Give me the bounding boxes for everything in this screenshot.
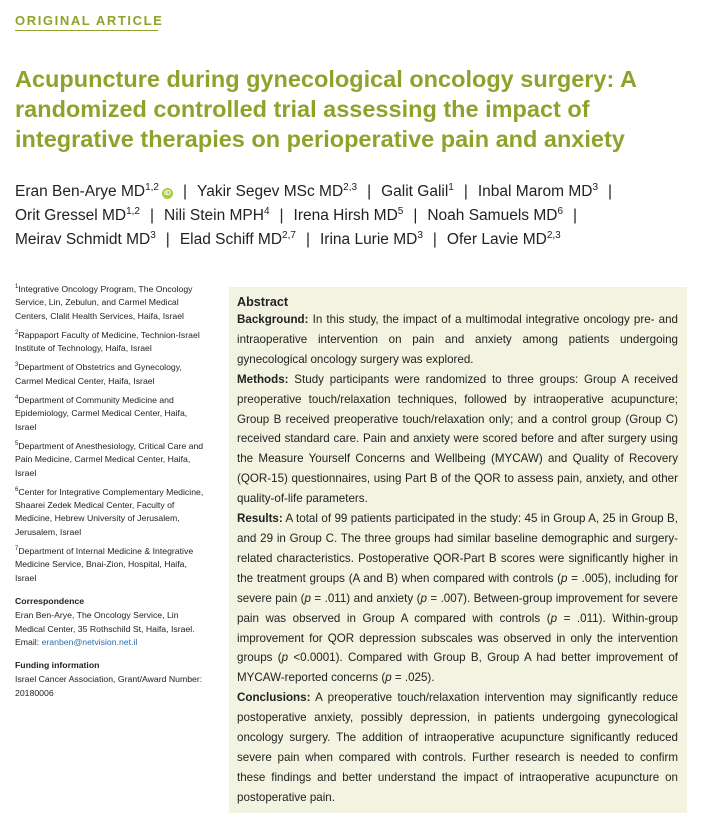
- author: [180, 231, 296, 248]
- author-name: Meirav Schmidt MD: [15, 231, 151, 248]
- author: [15, 231, 156, 248]
- affiliation-item: [15, 329, 210, 356]
- author-affiliation-sup: 2,7: [282, 229, 296, 241]
- author-separator: |: [608, 183, 613, 200]
- affiliation-number: 1: [15, 284, 19, 291]
- author: [294, 207, 404, 224]
- abstract-conclusions: [237, 688, 678, 807]
- affiliation-item: [15, 486, 210, 539]
- author-separator: |: [305, 231, 310, 248]
- affiliation-item: [15, 545, 210, 585]
- author-affiliation-sup: 4: [263, 205, 270, 217]
- affiliation-item: [15, 440, 210, 480]
- author: [478, 183, 598, 200]
- methods-text: Study participants were randomized to three groups: Group A received preoperative touch/relaxation techniques, followed by intraoperative acupuncture; Group B received preoperative touch/relaxation only; and a control group (Group C) received standard care. Pain and anxiety were scored before and after surgery using the Measure Yourself Concerns and Wellbeing (MYCAW) and Quality of Recovery (QOR-15) questionnaires, using Part B of the QOR to assess pain, anxiety, and other quality-of-life parameters.: [237, 372, 678, 506]
- email-link[interactable]: eranben@netvision.net.il: [41, 636, 138, 647]
- author-name: Nili Stein MPH: [164, 207, 264, 224]
- orcid-icon[interactable]: iD: [163, 190, 171, 197]
- affiliation-text: Integrative Oncology Program, The Oncology Service, Lin, Zebulun, and Carmel Medical Centers, Clalit Health Services, Haifa, Israel: [15, 284, 193, 321]
- author-separator: |: [432, 231, 437, 248]
- results-label: Results:: [237, 512, 283, 526]
- article-type-label: ORIGINAL ARTICLE: [15, 13, 164, 28]
- author: [197, 183, 357, 200]
- author: [381, 183, 454, 200]
- conclusions-label: Conclusions:: [237, 691, 311, 705]
- author: [320, 231, 423, 248]
- abstract-methods: [237, 370, 678, 509]
- author-list: [15, 180, 705, 252]
- background-label: Background:: [237, 313, 309, 326]
- author-affiliation-sup: 3: [592, 181, 598, 193]
- author-affiliation-sup: 2,3: [343, 181, 358, 193]
- author: [15, 207, 140, 224]
- affiliation-number: 6: [15, 486, 19, 493]
- correspondence-email-line: [15, 636, 210, 649]
- author-name: Irina Lurie MD: [319, 231, 418, 248]
- author-affiliation-sup: 2,3: [546, 229, 561, 241]
- affiliation-text: Center for Integrative Complementary Medicine, Shaarei Zedek Medical Center, Faculty of Medicine, Hebrew University of Jerusalem, Jerusalem, Israel: [15, 486, 204, 537]
- author-affiliation-sup: 5: [397, 205, 404, 217]
- article-type-underline: [15, 30, 158, 31]
- funding-text: Israel Cancer Association, Grant/Award Number: 20180006: [15, 674, 203, 698]
- author: [447, 231, 561, 248]
- funding-heading: Funding information: [15, 660, 100, 671]
- correspondence-heading: Correspondence: [15, 595, 85, 606]
- author-affiliation-sup: 1: [448, 181, 454, 193]
- affiliation-text: Rappaport Faculty of Medicine, Technion-Israel Institute of Technology, Haifa, Israel: [15, 329, 200, 354]
- affiliation-item: [15, 394, 210, 434]
- affiliation-item: [15, 361, 210, 388]
- abstract-heading: Abstract: [237, 295, 289, 309]
- background-text: In this study, the impact of a multimodal integrative oncology pre- and intraoperative intervention on pain and anxiety among patients undergoing gynecological oncology surgery was explored.: [237, 313, 678, 366]
- author-separator: |: [573, 207, 578, 224]
- author-name: Eran Ben-Arye MD: [15, 183, 146, 200]
- affiliation-number: 4: [15, 395, 19, 402]
- author-name: Inbal Marom MD: [477, 183, 593, 200]
- author: [427, 207, 563, 224]
- affiliation-number: 7: [15, 546, 19, 553]
- methods-label: Methods:: [237, 372, 289, 386]
- author-affiliation-sup: 1,2: [126, 205, 140, 217]
- author-name: Ofer Lavie MD: [446, 231, 547, 248]
- abstract-box: [229, 287, 687, 813]
- correspondence-text: Eran Ben-Arye, The Oncology Service, Lin Medical Center, 35 Rothschild St, Haifa, Israel.: [15, 610, 195, 634]
- article-title: Acupuncture during gynecological oncology surgery: A randomized controlled trial assessing the impact of integrative therapies on perioperative pain and anxiety: [15, 66, 637, 152]
- affiliation-text: Department of Community Medicine and Epidemiology, Carmel Medical Center, Haifa, Israel: [15, 395, 188, 432]
- affiliation-item: [15, 283, 210, 323]
- abstract-background: [237, 310, 678, 370]
- author-separator: |: [150, 207, 155, 224]
- author-name: Yakir Segev MSc MD: [197, 183, 344, 200]
- author-affiliation-sup: 6: [557, 205, 563, 217]
- author-separator: |: [367, 183, 372, 200]
- author-separator: |: [279, 207, 284, 224]
- author: [164, 207, 269, 224]
- author-name: Galit Galil: [381, 183, 449, 200]
- author-affiliation-sup: 1,2: [145, 181, 159, 193]
- author-separator: |: [463, 183, 468, 200]
- conclusions-text: A preoperative touch/relaxation intervention may significantly reduce postoperative anxiety, possibly depression, in patients undergoing gynecological oncology surgery. The addition of intraoperative acupuncture significantly reduced severe pain when compared with controls. Further research is needed to confirm these findings and better understand the impact of intraoperative acupuncture on postoperative pain.: [237, 691, 678, 804]
- affiliation-number: 5: [15, 441, 19, 448]
- author-affiliation-sup: 3: [150, 229, 156, 241]
- author-name: Orit Gressel MD: [15, 207, 127, 224]
- affiliation-text: Department of Anesthesiology, Critical Care and Pain Medicine, Carmel Medical Center, Haifa, Israel: [15, 440, 204, 478]
- abstract-results: [237, 509, 678, 688]
- email-label: Email:: [15, 636, 42, 647]
- author-name: Noah Samuels MD: [427, 207, 558, 224]
- affiliation-text: Department of Obstetrics and Gynecology, Carmel Medical Center, Haifa, Israel: [15, 362, 182, 386]
- author-name: Irena Hirsh MD: [293, 207, 398, 224]
- author: [15, 183, 173, 200]
- author-separator: |: [182, 183, 188, 200]
- author-name: Elad Schiff MD: [179, 231, 283, 248]
- affiliation-text: Department of Internal Medicine & Integrative Medicine Service, Bnai-Zion, Hospital, Haifa, Israel: [15, 546, 194, 583]
- affiliation-number: 2: [15, 330, 19, 336]
- affiliation-number: 3: [15, 362, 19, 369]
- results-text: A total of 99 patients participated in the study: 45 in Group A, 25 in Group B, and 29 in Group C. The three groups had similar baseline demographic and surgery-related characteristics. Postoperative QOR-Part B scores were significantly higher in the treatment groups (A and B) when compared with controls (p = .005), including for severe pain (p = .011) and anxiety (p = .007). Between-group improvement for severe pain was observed in Group A compared with controls (p = .011). Within-group improvement for QOR depression subscales was observed in only the intervention groups (p <0.0001). Compared with Group B, Group A had better improvement of MYCAW-reported concerns (p = .025).: [237, 512, 679, 685]
- author-affiliation-sup: 3: [417, 229, 423, 241]
- author-separator: |: [413, 207, 418, 224]
- author-separator: |: [165, 231, 170, 248]
- left-column: [15, 283, 210, 700]
- affiliation-list: [15, 283, 210, 585]
